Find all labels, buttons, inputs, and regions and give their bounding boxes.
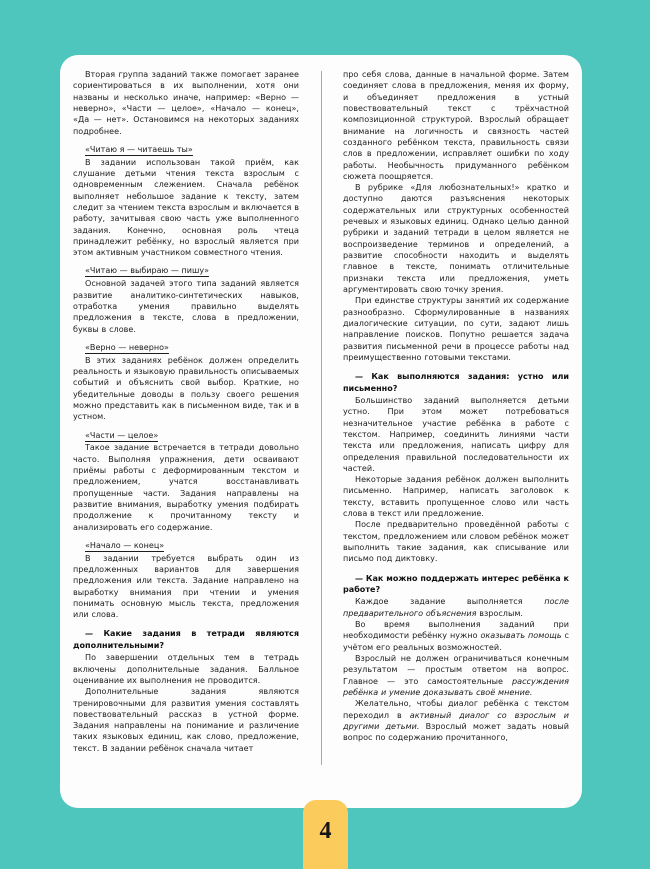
run-text: Взрослый может задать новый вопрос по содержанию прочитанного, <box>343 721 569 743</box>
subheading-label: «Читаю я — читаешь ты» <box>85 144 193 154</box>
body-paragraph: По завершении отдельных тем в тетрадь включены дополнительные задания. Балльное оценивание их выполнения не проводится. <box>73 653 299 685</box>
section-subheading <box>73 144 299 155</box>
body-paragraph: После предварительно проведённой работы с текстом, предложением или словом ребёнок может выполнить такие задания, как списывание или письмо под диктовку. <box>343 520 569 564</box>
body-paragraph <box>343 619 569 653</box>
column-divider-rule <box>321 71 322 765</box>
page-number-badge <box>303 800 348 869</box>
emphasis-text: после предварительного объяснения <box>343 597 569 618</box>
body-paragraph <box>343 653 569 698</box>
section-subheading <box>73 430 299 441</box>
body-paragraph: При единстве структуры занятий их содержание разнообразно. Сформулированные в названиях диалогические ситуации, по сути, задают лишь направление поисков. Попутно решается задача развития письменной речи в процессе работы над преимущественно готовыми текстами. <box>343 296 569 362</box>
body-paragraph: Вторая группа заданий также помогает заранее сориентироваться в их выполнении, хотя они названы и несколько иначе, например: «Верно — неверно», «Части — целое», «Начало — конец», «Да — нет». Остановимся на некоторых заданиях подробнее. <box>73 70 299 136</box>
subheading-label: «Части — целое» <box>85 430 159 440</box>
subheading-label: «Верно — неверно» <box>85 342 169 352</box>
page-sheet <box>60 55 582 808</box>
emphasis-text: активный диалог со взрослым и другими детьми. <box>343 710 570 731</box>
body-paragraph: Основной задачей этого типа заданий является развитие аналитико-синтетических навыков, отработка умения правильно выделять предложения в тексте, слова в предложении, буквы в слове. <box>73 279 299 334</box>
emphasis-text: рассуждения ребёнка и умение доказывать своё мнение. <box>343 676 569 697</box>
question-heading: — Какие задания в тетради являются дополнительными? <box>73 629 299 650</box>
run-text: Каждое задание выполняется <box>355 597 545 607</box>
body-paragraph: Большинство заданий выполняется детьми устно. При этом может потребоваться незначительное участие ребёнка в работе с текстом. Например, соединить линиями части текста или предложения, написать цифру для определения правильной последовательности их частей. <box>343 395 569 473</box>
body-paragraph: В рубрике «Для любознательных!» кратко и доступно даются разъяснения некоторых содержательных или структурных особенностей речевых и языковых единиц. Однако целью данной рубрики и заданий тетради в целом является не воспроизведение терминов и определений, а развитие способности находить и выделять главное в тексте, понимать отличительные признаки текста или предложения, уметь аргументировать свою точку зрения. <box>343 183 569 294</box>
column-gutter <box>309 69 333 795</box>
run-text: Взрослый не должен ограничиваться конечным результатом — простым ответом на вопрос. Главное — это самостоятельные <box>343 654 569 686</box>
section-subheading <box>73 540 299 551</box>
body-paragraph: Дополнительные задания являются тренировочными для развития умения составлять повествовательный рассказ в устной форме. Задания направлены на понимание и различение таких языковых единиц, как слово, предложение, текст. В задании ребёнок сначала читает <box>73 687 299 753</box>
section-subheading <box>73 265 299 276</box>
body-paragraph: В задании требуется выбрать один из предложенных вариантов для завершения предложения или текста. Задание направлено на выработку внимания при чтении и умения понимать основную мысль текста, предложения или слова. <box>73 553 299 620</box>
right-text-column <box>333 69 569 795</box>
body-paragraph <box>343 698 569 743</box>
run-text: с учётом его реальных возможностей. <box>343 631 569 652</box>
body-paragraph: В задании использован такой приём, как слушание детьми чтения текста взрослым с одновременным слежением. Сначала ребёнок выполняет небольшое задание к тексту, затем следит за чтением текста взрослым и включается в работу, зачитывая свою часть уже выполненного задания. Конечно, основная роль чтеца принадлежит ребёнку, но взрослый является при этом активным участником совместного чтения. <box>73 157 299 258</box>
body-paragraph: Такое задание встречается в тетради довольно часто. Выполняя упражнения, дети осваивают приёмы работы с деформированным текстом и предложением, учатся восстанавливать пропущенные части. Задания направлены на развитие внимания, выработку умения подбирать продолжение к прочитанному тексту и анализировать его содержание. <box>73 443 299 532</box>
question-heading: — Как можно поддержать интерес ребёнка к работе? <box>343 573 569 595</box>
question-heading: — Как выполняются задания: устно или письменно? <box>343 372 569 393</box>
page-number: 4 <box>319 818 332 844</box>
body-paragraph: про себя слова, данные в начальной форме. Затем соединяет слова в предложения, меняя их форму, и объединяет предложения в устный повествовательный текст с трёхчастной композиционной структурой. Взрослый обращает внимание на логичность и связность частей созданного ребёнком текста, правильность связи слов в предложении, исправляет ошибки по ходу работы. Необычность придуманного ребёнком сюжета поощряется. <box>343 70 569 181</box>
section-subheading <box>73 342 299 353</box>
body-paragraph: Некоторые задания ребёнок должен выполнить письменно. Например, написать заголовок к тексту, вставить пропущенное слово или часть слова в текст или предложение. <box>343 475 569 519</box>
emphasis-text: оказывать помощь <box>480 631 562 641</box>
subheading-label: «Начало — конец» <box>85 540 165 550</box>
run-text: взрослым. <box>476 608 523 618</box>
left-text-column <box>73 69 309 795</box>
two-column-layout <box>73 69 569 795</box>
run-text: Во время выполнения заданий при необходимости ребёнку нужно <box>343 620 569 641</box>
subheading-label: «Читаю — выбираю — пишу» <box>85 266 210 276</box>
body-paragraph: В этих заданиях ребёнок должен определить реальность и языковую правильность описываемых событий и объяснить свой выбор. Краткие, но убедительные доводы в пользу своего решения можно представить как в письменном виде, так и в устном. <box>73 355 299 422</box>
body-paragraph <box>343 596 569 619</box>
run-text: Желательно, чтобы диалог ребёнка с текстом переходил в <box>343 699 569 720</box>
